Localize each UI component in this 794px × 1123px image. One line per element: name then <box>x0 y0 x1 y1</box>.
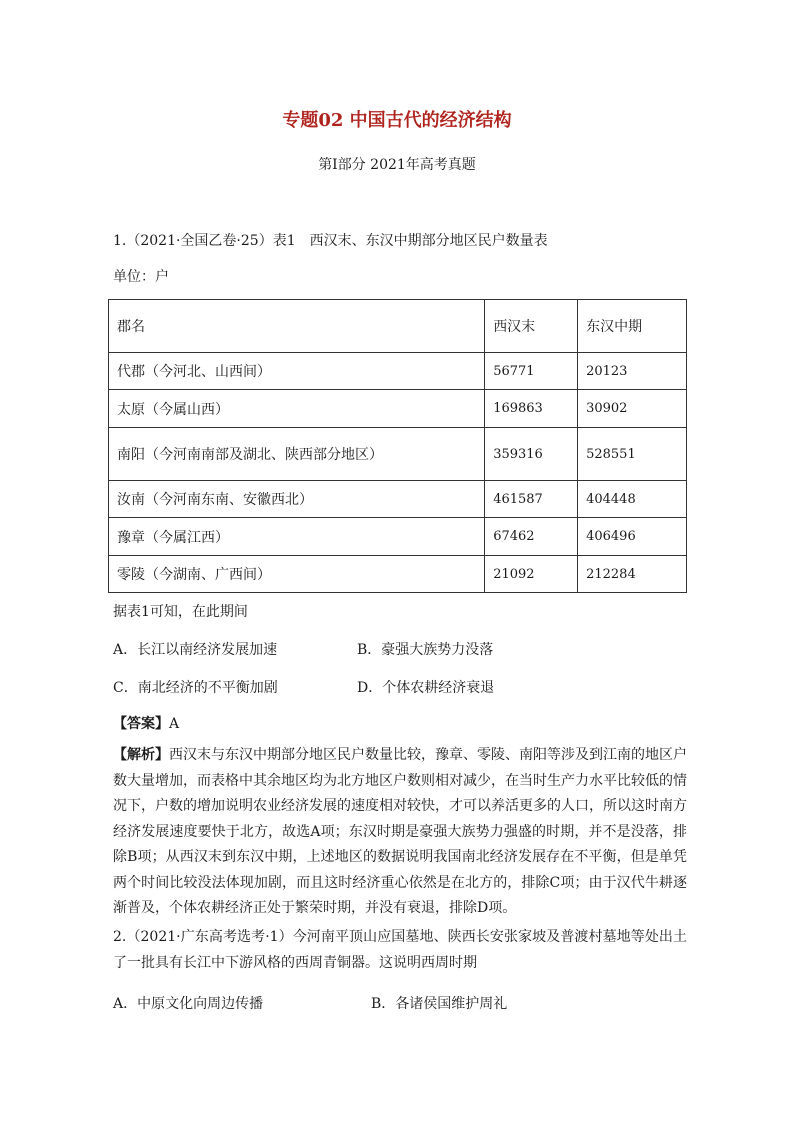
question-1-prompt: 据表1可知，在此期间 <box>113 604 248 620</box>
table-row <box>109 556 687 593</box>
table-unit: 单位：户 <box>113 269 169 285</box>
table-row <box>109 428 687 481</box>
table-cell: 359316 <box>485 428 578 481</box>
table-cell: 169863 <box>485 390 578 428</box>
option-d: D．个体农耕经济衰退 <box>357 680 495 696</box>
table-cell: 406496 <box>578 518 687 556</box>
table-cell: 代郡（今河北、山西间） <box>109 353 485 390</box>
option-c: C．南北经济的不平衡加剧 <box>113 680 278 696</box>
table-row <box>109 353 687 390</box>
table-cell: 太原（今属山西） <box>109 390 485 428</box>
option-a: A．中原文化向周边传播 <box>113 996 264 1012</box>
table-cell: 21092 <box>485 556 578 593</box>
answer-label: 【答案】 <box>113 716 169 732</box>
analysis-paragraph <box>113 743 687 922</box>
question-1-stem: 1.（2021·全国乙卷·25）表1 西汉末、东汉中期部分地区民户数量表 <box>113 233 548 249</box>
table-cell: 零陵（今湖南、广西间） <box>109 556 485 593</box>
option-b: B．豪强大族势力没落 <box>357 642 494 658</box>
table-cell: 汝南（今河南东南、安徽西北） <box>109 481 485 518</box>
table-row <box>109 518 687 556</box>
table-cell: 20123 <box>578 353 687 390</box>
table-cell: 528551 <box>578 428 687 481</box>
option-b: B．各诸侯国维护周礼 <box>371 996 508 1012</box>
document-title: 专题02 中国古代的经济结构 <box>282 110 512 131</box>
table-cell: 404448 <box>578 481 687 518</box>
question-2-stem: 2.（2021·广东高考选考·1）今河南平顶山应国墓地、陕西长安张家坡及普渡村墓地等处出土了一批具有长江中下游风格的西周青铜器。这说明西周时期 <box>113 929 687 971</box>
household-table <box>108 299 687 593</box>
table-header-row <box>109 300 687 353</box>
analysis-text: 西汉末与东汉中期部分地区民户数量比较，豫章、零陵、南阳等涉及到江南的地区户数大量增加，而表格中其余地区均为北方地区户数则相对减少，在当时生产力水平比较低的情况下，户数的增加说明农业经济发展的速度相对较快，才可以养活更多的人口，所以这时南方经济发展速度要快于北方，故选A项；东汉时期是豪强大族势力强盛的时期，并不是没落，排除B项；从西汉末到东汉中期，上述地区的数据说明我国南北经济发展存在不平衡，但是单凭两个时间比较没法体现加剧，而且这时经济重心依然是在北方的，排除C项；由于汉代牛耕逐渐普及，个体农耕经济正处于繁荣时期，并没有衰退，排除D项。 <box>113 747 687 916</box>
answer-line <box>113 713 693 733</box>
header-cell: 西汉末 <box>485 300 578 353</box>
header-cell: 东汉中期 <box>578 300 687 353</box>
table-cell: 461587 <box>485 481 578 518</box>
table-row <box>109 481 687 518</box>
table-cell: 南阳（今河南南部及湖北、陕西部分地区） <box>109 428 485 481</box>
section-subtitle: 第Ⅰ部分 2021年高考真题 <box>318 157 476 173</box>
analysis-label: 【解析】 <box>113 747 169 763</box>
table-row <box>109 390 687 428</box>
table-cell: 212284 <box>578 556 687 593</box>
answer-value: A <box>169 716 180 732</box>
table-cell: 30902 <box>578 390 687 428</box>
option-a: A．长江以南经济发展加速 <box>113 642 278 658</box>
header-cell: 郡名 <box>109 300 485 353</box>
table-cell: 豫章（今属江西） <box>109 518 485 556</box>
table-cell: 67462 <box>485 518 578 556</box>
table-cell: 56771 <box>485 353 578 390</box>
